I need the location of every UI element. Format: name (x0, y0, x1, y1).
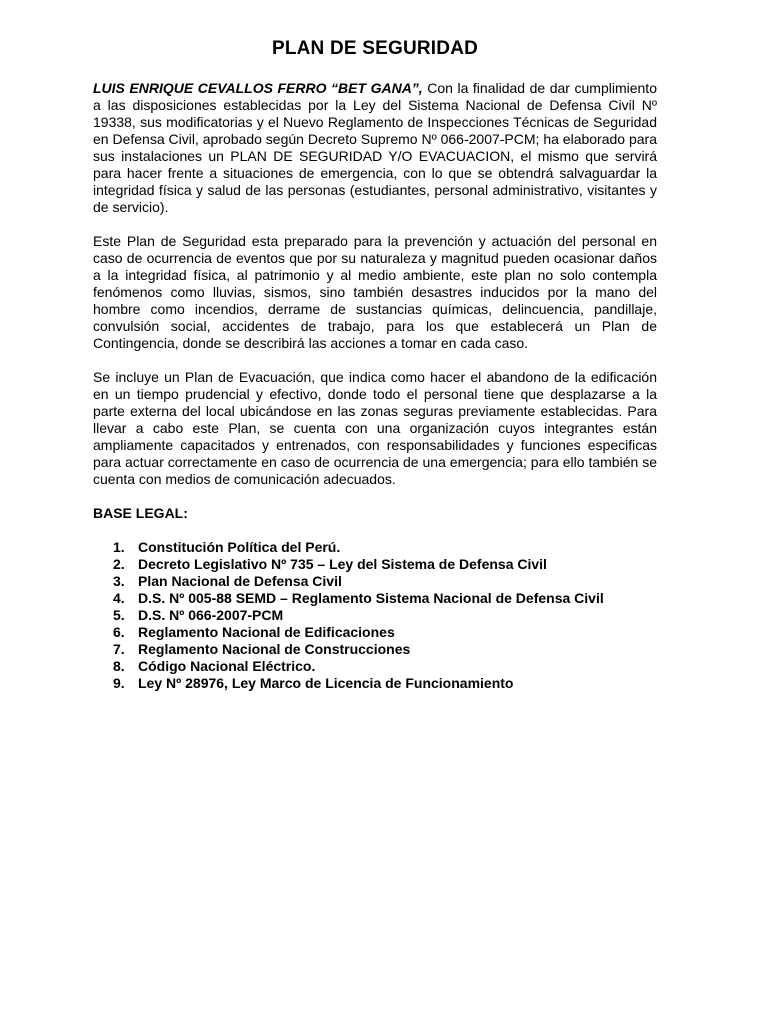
list-item (113, 675, 657, 692)
list-item-number: 3. (113, 573, 125, 589)
list-item (113, 539, 657, 556)
list-item-text: D.S. Nº 066-2007-PCM (138, 607, 284, 623)
list-item-number: 4. (113, 590, 125, 606)
list-item-text: Reglamento Nacional de Construcciones (138, 641, 411, 657)
list-item-number: 5. (113, 607, 125, 623)
list-item-text: Plan Nacional de Defensa Civil (138, 573, 342, 589)
intro-paragraph (93, 80, 657, 216)
list-item-number: 2. (113, 556, 125, 572)
list-item-text: Decreto Legislativo Nº 735 – Ley del Sistema de Defensa Civil (138, 556, 547, 572)
list-item-number: 1. (113, 539, 125, 555)
base-legal-list (93, 539, 657, 692)
page-title: PLAN DE SEGURIDAD (271, 38, 479, 59)
intro-lead: LUIS ENRIQUE CEVALLOS FERRO “BET GANA”, (93, 80, 423, 96)
base-legal-heading: BASE LEGAL: (93, 505, 188, 521)
list-item-number: 7. (113, 641, 125, 657)
paragraph-evacuation-plan: Se incluye un Plan de Evacuación, que indica como hacer el abandono de la edificación en un tiempo prudencial y efectivo, donde todo el personal tiene que desplazarse a la parte externa del local ubicándose en las zonas seguras previamente establecidas. Para llevar a cabo este Plan, se cuenta con una organización cuyos integrantes están ampliamente capacitados y entrenados, con responsabilidades y funciones especificas para actuar correctamente en caso de ocurrencia de una emergencia; para ello también se cuenta con medios de comunicación adecuados. (93, 369, 657, 487)
list-item-text: Constitución Política del Perú. (138, 539, 341, 555)
list-item (113, 573, 657, 590)
list-item-text: D.S. Nº 005-88 SEMD – Reglamento Sistema Nacional de Defensa Civil (138, 590, 604, 606)
intro-text: Con la finalidad de dar cumplimiento a las disposiciones establecidas por la Ley del Sistema Nacional de Defensa Civil Nº 19338, sus modificatorias y el Nuevo Reglamento de Inspecciones Técnicas de Seguridad en Defensa Civil, aprobado según Decreto Supremo Nº 066-2007-PCM; ha elaborado para sus instalaciones un PLAN DE SEGURIDAD Y/O EVACUACION, el mismo que servirá para hacer frente a situaciones de emergencia, con lo que se obtendrá salvaguardar la integridad física y salud de las personas (estudiantes, personal administrativo, visitantes y de servicio). (93, 80, 657, 215)
list-item-number: 8. (113, 658, 125, 674)
list-item-text: Código Nacional Eléctrico. (138, 658, 316, 674)
list-item-number: 6. (113, 624, 125, 640)
list-item-text: Reglamento Nacional de Edificaciones (138, 624, 395, 640)
document-page (93, 38, 657, 692)
list-item (113, 624, 657, 641)
list-item-number: 9. (113, 675, 125, 691)
list-item (113, 556, 657, 573)
list-item (113, 641, 657, 658)
list-item (113, 607, 657, 624)
list-item-text: Ley Nº 28976, Ley Marco de Licencia de Funcionamiento (138, 675, 514, 691)
list-item (113, 590, 657, 607)
paragraph-safety-plan: Este Plan de Seguridad esta preparado para la prevención y actuación del personal en caso de ocurrencia de eventos que por su naturaleza y magnitud pueden ocasionar daños a la integridad física, al patrimonio y al medio ambiente, este plan no solo contempla fenómenos como lluvias, sismos, sino también desastres inducidos por la mano del hombre como incendios, derrame de sustancias químicas, delincuencia, pandillaje, convulsión social, accidentes de trabajo, para los que establecerá un Plan de Contingencia, donde se describirá las acciones a tomar en cada caso. (93, 233, 657, 351)
list-item (113, 658, 657, 675)
